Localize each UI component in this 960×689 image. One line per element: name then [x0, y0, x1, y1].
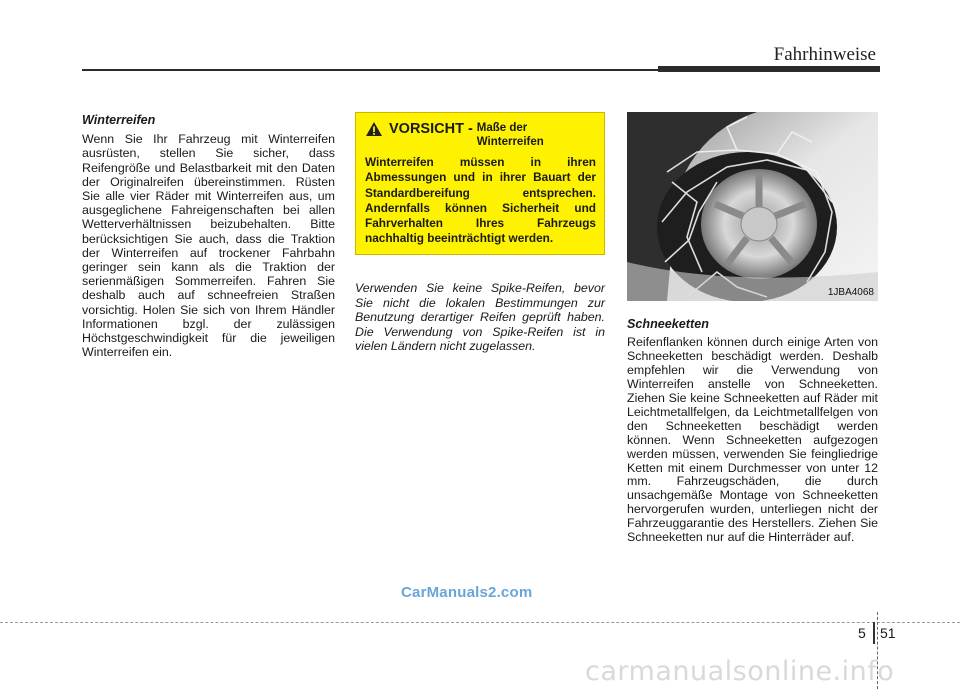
heading-schneeketten: Schneeketten — [627, 317, 709, 331]
watermark-carmanualsonline: carmanualsonline.info — [585, 656, 895, 687]
column-spike-reifen — [355, 281, 605, 354]
paragraph-spike-reifen: Verwenden Sie keine Spike-Reifen, bevor Sie nicht die lokalen Bestimmungen zur Benutzung derartiger Reifen geprüft haben. Die Verwendung von Spike-Reifen ist in vielen Ländern nicht zugelassen. — [355, 281, 605, 353]
page-divider — [873, 622, 875, 644]
header-rule — [82, 69, 658, 71]
warning-text: Winterreifen müssen in ihren Abmessungen und in ihrer Bauart der Standardbereifung entsprechen. Andernfalls können Sicherheit und Fahrverhalten Ihres Fahrzeugs nachhaltig beeinträchtigt werden. — [365, 155, 596, 246]
snow-chain-illustration — [627, 112, 878, 301]
section-title: Fahrhinweise — [773, 44, 876, 65]
page-number: 51 — [880, 625, 896, 641]
warning-header — [365, 121, 596, 149]
heading-winterreifen: Winterreifen — [82, 113, 156, 127]
snow-chain-figure — [627, 112, 878, 301]
warning-subtitle: Maße der Winterreifen — [476, 122, 544, 148]
column-schneeketten — [627, 318, 878, 545]
footer-rule — [0, 622, 960, 623]
header-rule-thick — [658, 66, 880, 72]
paragraph-schneeketten: Reifenflanken können durch einige Arten von Schneeketten beschädigt werden. Deshalb empfehlen wir die Verwendung von Winterreifen anstelle von Schneeketten. Ziehen Sie keine Schneeketten auf Räder mit Leichtmetallfelgen, da Leichtmetallfelgen von den Schneeketten beschädigt werden können. Wenn Schneeketten aufgezogen werden müssen, verwenden Sie feingliedrige Ketten mit einem Durchmesser von unter 12 mm. Fahrzeugschäden, die durch unsachgemäße Montage von Schneeketten hervorgerufen wurden, unterliegen nicht der Fahrzeuggarantie des Herstellers. Ziehen Sie Schneeketten nur auf die Hinterräder auf. — [627, 334, 878, 545]
warning-box — [355, 112, 605, 255]
figure-label: 1JBA4068 — [827, 287, 874, 298]
warning-triangle-icon — [365, 121, 383, 137]
paragraph-winterreifen: Wenn Sie Ihr Fahrzeug mit Winterreifen ausrüsten, stellen Sie sicher, dass Reifengröße und Belastbarkeit mit den Daten der Originalreifen übereinstimmen. Rüsten Sie alle vier Räder mit Winterreifen aus, um ausgeglichene Fahreigenschaften bei allen Wetterverhältnissen beizubehalten. Bitte berücksichtigen Sie auch, dass die Traktion der Winterreifen auf trockener Fahrbahn geringer sein kann als die Traktion der serienmäßigen Sommerreifen. Fahren Sie deshalb auch auf schneefreien Straßen vorsichtig. Holen Sie sich von Ihrem Händler Informationen bzgl. der zulässigen Höchstgeschwindigkeit für die jeweiligen Winterreifen ein. — [82, 132, 335, 360]
watermark-carmanuals: CarManuals2.com — [401, 584, 533, 601]
section-number: 5 — [858, 625, 866, 641]
warning-title: VORSICHT - — [389, 121, 473, 137]
column-winterreifen — [82, 113, 335, 359]
